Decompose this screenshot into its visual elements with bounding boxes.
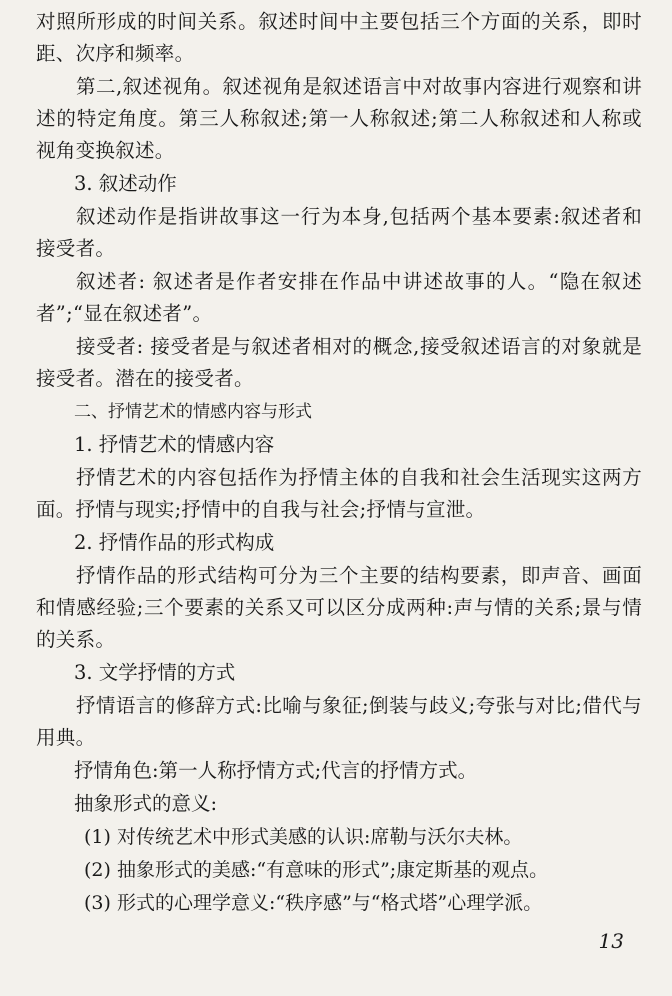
paragraph-rhetoric-methods: 抒情语言的修辞方式:比喻与象征;倒装与歧义;夸张与对比;借代与用典。	[36, 694, 642, 749]
list-item: (3) 形式的心理学意义:“秩序感”与“格式塔”心理学派。	[84, 892, 543, 914]
paragraph-lyric-form: 抒情作品的形式结构可分为三个主要的结构要素，即声音、画面和情感经验;三个要素的关系又可以区分成两种:声与情的关系;景与情的关系。	[36, 564, 642, 651]
paragraph-narrative-perspective: 第二,叙述视角。叙述视角是叙述语言中对故事内容进行观察和讲述的特定角度。第三人称叙述;第一人称叙述;第二人称叙述和人称或视角变换叙述。	[36, 75, 642, 162]
heading-narrative-action: 3. 叙述动作	[74, 172, 177, 195]
paragraph-receiver: 接受者: 接受者是与叙述者相对的概念,接受叙述语言的对象就是接受者。潜在的接受者。	[36, 335, 642, 390]
paragraph-narrative-action: 叙述动作是指讲故事这一行为本身,包括两个基本要素:叙述者和接受者。	[36, 205, 642, 260]
heading-lyric-content: 1. 抒情艺术的情感内容	[74, 433, 275, 456]
section-heading-lyric-art: 二、抒情艺术的情感内容与形式	[74, 402, 312, 422]
paragraph-time-relations: 对照所形成的时间关系。叙述时间中主要包括三个方面的关系，即时距、次序和频率。	[36, 10, 642, 65]
heading-lyric-methods: 3. 文学抒情的方式	[74, 661, 236, 684]
paragraph-abstract-form: 抽象形式的意义:	[74, 792, 218, 815]
list-item: (1) 对传统艺术中形式美感的认识:席勒与沃尔夫林。	[84, 826, 523, 848]
list-item: (2) 抽象形式的美感:“有意味的形式”;康定斯基的观点。	[84, 859, 549, 881]
paragraph-lyric-role: 抒情角色:第一人称抒情方式;代言的抒情方式。	[74, 759, 478, 782]
paragraph-narrator: 叙述者: 叙述者是作者安排在作品中讲述故事的人。“隐在叙述者”;“显在叙述者”。	[36, 270, 642, 325]
heading-lyric-form: 2. 抒情作品的形式构成	[74, 531, 275, 554]
page-number: 13	[598, 929, 624, 953]
paragraph-lyric-content: 抒情艺术的内容包括作为抒情主体的自我和社会生活现实这两方面。抒情与现实;抒情中的自我与社会;抒情与宣泄。	[36, 466, 642, 521]
